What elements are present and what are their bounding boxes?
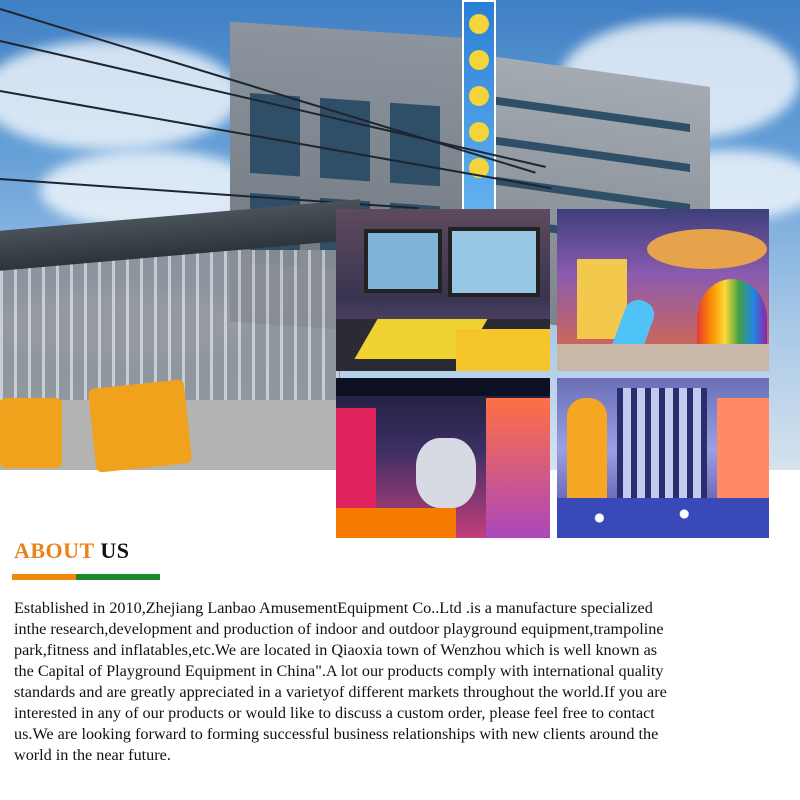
heading-rest-word: US xyxy=(100,538,130,563)
soft-play-structure-photo xyxy=(557,378,769,538)
about-paragraph: Established in 2010,Zhejiang Lanbao AmusementEquipment Co..Ltd .is a manufacture specialized inthe research,development and production of indoor and outdoor playground equipment,trampoline park,fitness and inflatables,etc.We are located in Qiaoxia town of Wenzhou which is well known as the Capital of Playground Equipment in China".A lot our products comply with international quality standards and are greatly appreciated in a varietyof different markets throughout the world.If you are interested in any of our products or would like to discuss a custom order, please feel free to contact us.We are looking forward to forming successful business relationships with new clients around the world in the near future. xyxy=(14,599,667,764)
heading-accent-word: ABOUT xyxy=(14,538,95,563)
about-us-heading xyxy=(14,538,129,564)
interactive-screen-game-photo xyxy=(336,209,550,371)
underline-orange-segment xyxy=(12,574,76,580)
indoor-playground-slide-photo xyxy=(557,209,769,371)
neon-arcade-hall-photo xyxy=(336,378,550,538)
heading-underline xyxy=(12,574,160,580)
building-sign xyxy=(462,0,496,224)
underline-green-segment xyxy=(76,574,160,580)
